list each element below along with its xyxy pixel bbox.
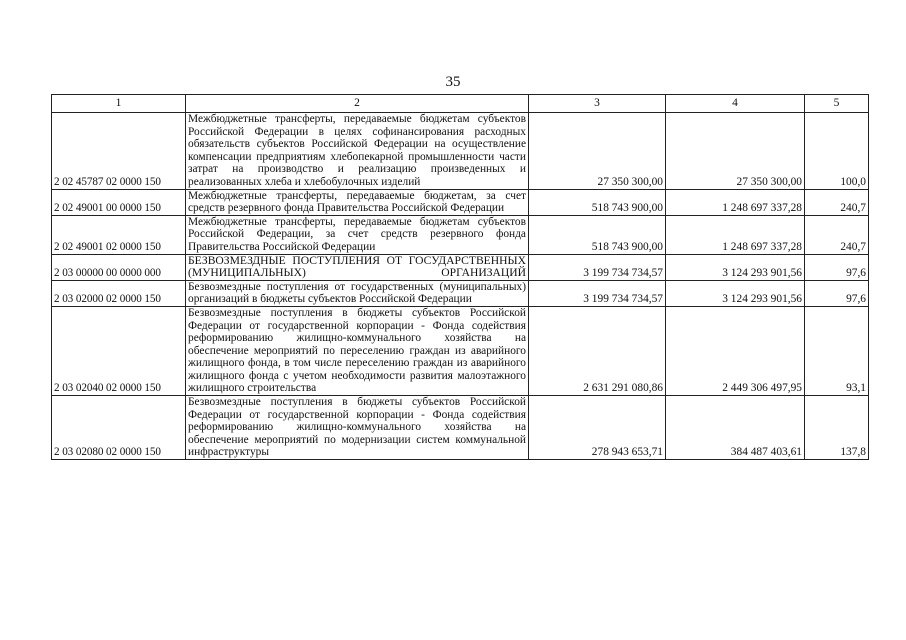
budget-code-cell: 2 02 45787 02 0000 150 <box>52 113 186 190</box>
column-header: 2 <box>186 95 529 113</box>
description-cell: Безвозмездные поступления в бюджеты субъектов Российской Федерации от государственной корпорации - Фонда содействия реформированию жилищно-коммунального хозяйства на обеспечение мероприятий по переселению граждан из аварийного жилищного фонда, в том числе переселению граждан из аварийного жилищного фонда с учетом необходимости развития малоэтажного жилищного строительства <box>186 306 529 395</box>
page-number: 35 <box>445 74 461 90</box>
header-row <box>52 95 869 113</box>
budget-table <box>51 94 869 460</box>
amount-cell: 1 248 697 337,28 <box>666 189 805 215</box>
percent-cell: 240,7 <box>805 189 869 215</box>
budget-code-cell: 2 03 02040 02 0000 150 <box>52 306 186 395</box>
column-header: 4 <box>666 95 805 113</box>
amount-cell: 2 449 306 497,95 <box>666 306 805 395</box>
table-row <box>52 189 869 215</box>
description-cell: Межбюджетные трансферты, передаваемые бюджетам субъектов Российской Федерации, за счет средств резервного фонда Правительства Российской Федерации <box>186 215 529 254</box>
amount-cell: 3 124 293 901,56 <box>666 254 805 280</box>
percent-cell: 240,7 <box>805 215 869 254</box>
amount-cell: 518 743 900,00 <box>529 189 666 215</box>
table-row <box>52 280 869 306</box>
table-row <box>52 113 869 190</box>
amount-cell: 1 248 697 337,28 <box>666 215 805 254</box>
amount-cell: 278 943 653,71 <box>529 396 666 460</box>
amount-cell: 27 350 300,00 <box>666 113 805 190</box>
amount-cell: 27 350 300,00 <box>529 113 666 190</box>
amount-cell: 3 199 734 734,57 <box>529 280 666 306</box>
percent-cell: 93,1 <box>805 306 869 395</box>
table-row <box>52 396 869 460</box>
percent-cell: 97,6 <box>805 280 869 306</box>
percent-cell: 137,8 <box>805 396 869 460</box>
column-header: 1 <box>52 95 186 113</box>
amount-cell: 518 743 900,00 <box>529 215 666 254</box>
budget-code-cell: 2 02 49001 00 0000 150 <box>52 189 186 215</box>
budget-code-cell: 2 03 02000 02 0000 150 <box>52 280 186 306</box>
description-cell: Безвозмездные поступления от государственных (муниципальных) организаций в бюджеты субъектов Российской Федерации <box>186 280 529 306</box>
column-header: 5 <box>805 95 869 113</box>
table-row <box>52 306 869 395</box>
column-header: 3 <box>529 95 666 113</box>
description-cell: Безвозмездные поступления в бюджеты субъектов Российской Федерации от государственной корпорации - Фонда содействия реформированию жилищно-коммунального хозяйства на обеспечение мероприятий по модернизации систем коммунальной инфраструктуры <box>186 396 529 460</box>
amount-cell: 2 631 291 080,86 <box>529 306 666 395</box>
budget-code-cell: 2 03 02080 02 0000 150 <box>52 396 186 460</box>
percent-cell: 100,0 <box>805 113 869 190</box>
description-cell: Межбюджетные трансферты, передаваемые бюджетам, за счет средств резервного фонда Правительства Российской Федерации <box>186 189 529 215</box>
amount-cell: 384 487 403,61 <box>666 396 805 460</box>
table-row <box>52 215 869 254</box>
percent-cell: 97,6 <box>805 254 869 280</box>
amount-cell: 3 124 293 901,56 <box>666 280 805 306</box>
budget-code-cell: 2 03 00000 00 0000 000 <box>52 254 186 280</box>
amount-cell: 3 199 734 734,57 <box>529 254 666 280</box>
budget-code-cell: 2 02 49001 02 0000 150 <box>52 215 186 254</box>
table-row <box>52 254 869 280</box>
description-cell: Межбюджетные трансферты, передаваемые бюджетам субъектов Российской Федерации в целях софинансирования расходных обязательств субъектов Российской Федерации на осуществление компенсации предприятиям хлебопекарной промышленности части затрат на производство и реализацию произведенных и реализованных хлеба и хлебобулочных изделий <box>186 113 529 190</box>
description-cell: БЕЗВОЗМЕЗДНЫЕ ПОСТУПЛЕНИЯ ОТ ГОСУДАРСТВЕННЫХ (МУНИЦИПАЛЬНЫХ) ОРГАНИЗАЦИЙ <box>186 254 529 280</box>
